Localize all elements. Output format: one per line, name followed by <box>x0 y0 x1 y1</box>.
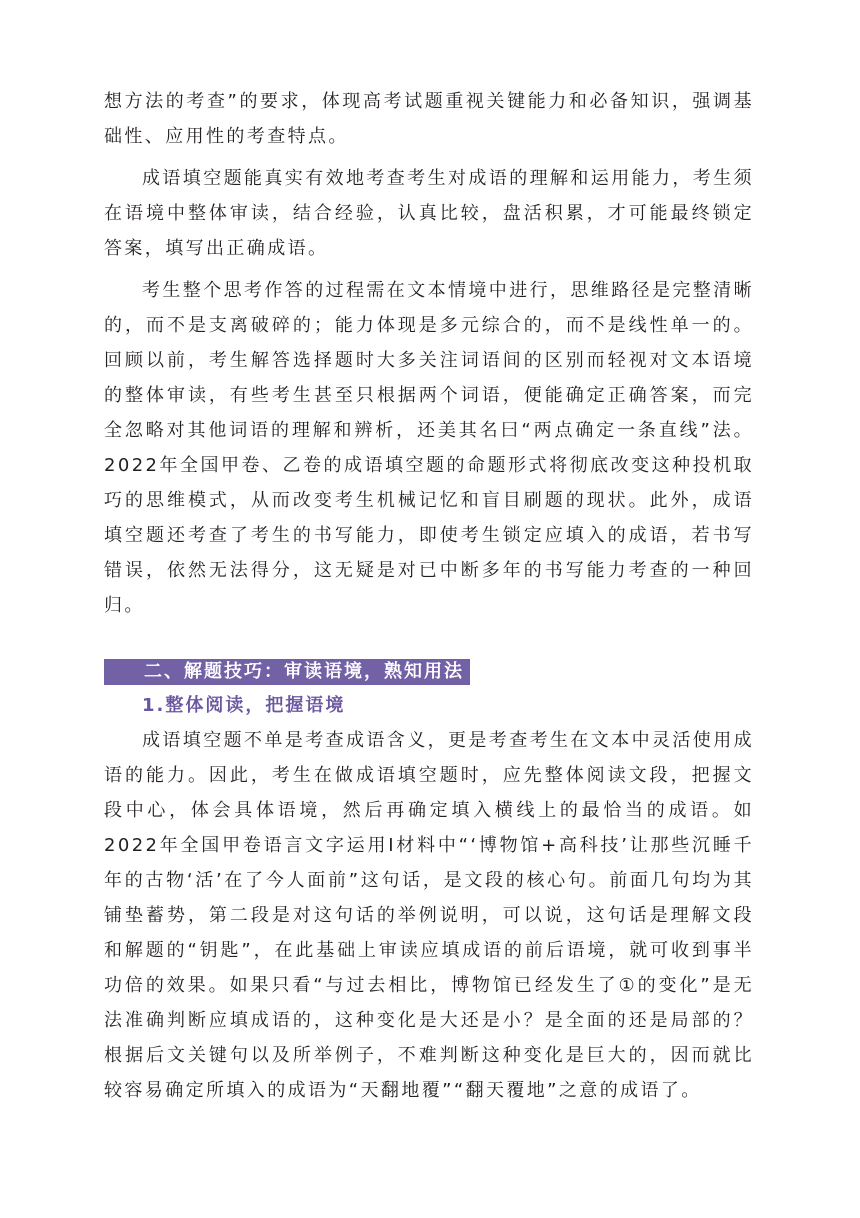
paragraph-thinking-process: 考生整个思考作答的过程需在文本情境中进行，思维路径是完整清晰的，而不是支离破碎的；能力体现是多元综合的，而不是线性单一的。回顾以前，考生解答选择题时大多关注词语间的区别而轻视对文本语境的整体审读，有些考生甚至只根据两个词语，便能确定正确答案，而完全忽略对其他词语的理解和辨析，还美其名曰“两点确定一条直线”法。2022年全国甲卷、乙卷的成语填空题的命题形式将彻底改变这种投机取巧的思维模式，从而改变考生机械记忆和盲目刷题的现状。此外，成语填空题还考查了考生的书写能力，即使考生锁定应填入的成语，若书写错误，依然无法得分，这无疑是对已中断多年的书写能力考查的一种回归。 <box>104 280 754 616</box>
sub-heading: 1.整体阅读，把握语境 <box>142 695 346 716</box>
paragraph-idiom-fill-ability: 成语填空题能真实有效地考查考生对成语的理解和运用能力，考生须在语境中整体审读，结合经验，认真比较，盘活积累，才可能最终锁定答案，填写出正确成语。 <box>104 168 754 259</box>
paragraph-whole-reading: 成语填空题不单是考查成语含义，更是考查考生在文本中灵活使用成语的能力。因此，考生在做成语填空题时，应先整体阅读文段，把握文段中心，体会具体语境，然后再确定填入横线上的最恰当的成语。如2022年全国甲卷语言文字运用Ⅰ材料中“‘博物馆+高科技’让那些沉睡千年的古物‘活’在了今人面前”这句话，是文段的核心句。前面几句均为其铺垫蓄势，第二段是对这句话的举例说明，可以说，这句话是理解文段和解题的“钥匙”，在此基础上审读应填成语的前后语境，就可收到事半功倍的效果。如果只看“与过去相比，博物馆已经发生了①的变化”是无法准确判断应填成语的，这种变化是大还是小？是全面的还是局部的？根据后文关键句以及所举例子，不难判断这种变化是巨大的，因而就比较容易确定所填入的成语为“天翻地覆”“翻天覆地”之意的成语了。 <box>104 730 754 1101</box>
document-page <box>104 84 754 1108</box>
section-heading: 二、解题技巧：审读语境，熟知用法 <box>104 659 470 685</box>
paragraph-continuation: 想方法的考查”的要求，体现高考试题重视关键能力和必备知识，强调基础性、应用性的考查特点。 <box>104 91 754 147</box>
